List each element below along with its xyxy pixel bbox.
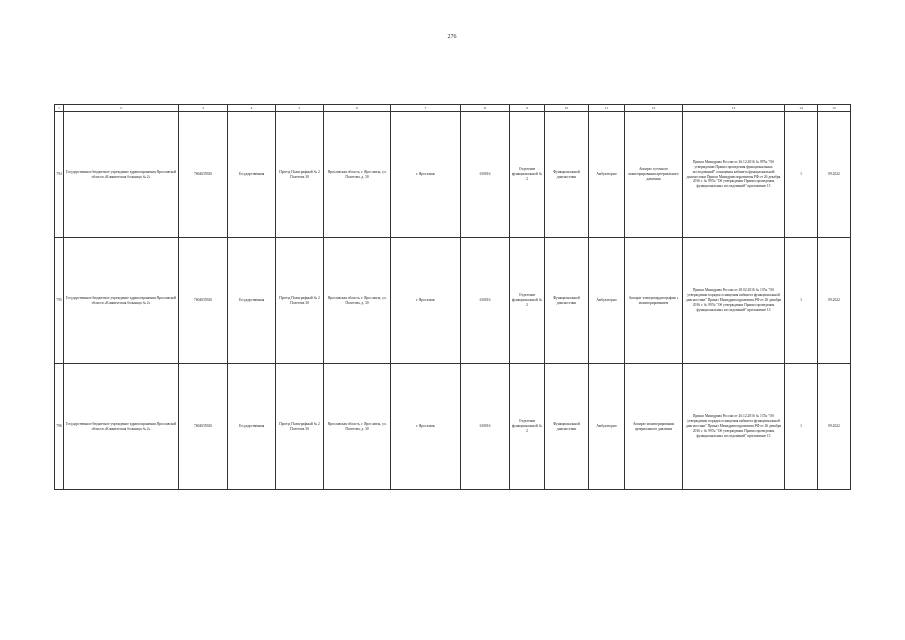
ownership-form: Государственная [228,364,276,490]
city: г. Ярославль [391,364,461,490]
region-address: Ярославская область, г. Ярославль, ул. Полетова, д. 30 [324,238,391,364]
column-number: 3 [179,105,228,112]
table-row [55,112,851,238]
quantity: 1 [785,112,818,238]
postcode: 610016 [461,364,510,490]
department-type: Амбулаторно [589,112,625,238]
department-type: Амбулаторно [589,238,625,364]
department: Отделение функциональной № 2 [510,112,545,238]
specialty: Функциональной диагностики [545,238,589,364]
organization-name: Государственное бюджетное учреждение здравоохранения Ярославской области «Клиническая больница № 2» [64,238,179,364]
column-number: 9 [510,105,545,112]
postcode: 610016 [461,112,510,238]
specialty: Функциональной диагностики [545,364,589,490]
column-number: 7 [391,105,461,112]
postcode: 610016 [461,238,510,364]
column-number-row [55,105,851,112]
equipment-name: Аппарат электрокардиографии с мониторированием [625,238,683,364]
column-number: 15 [818,105,851,112]
column-number: 1 [55,105,64,112]
address-line: Проезд Полиграфный № 2 Полетова 30 [276,364,324,490]
organization-name: Государственное бюджетное учреждение здравоохранения Ярославской области «Клиническая больница № 2» [64,364,179,490]
city: г. Ярославль [391,238,461,364]
column-number: 2 [64,105,179,112]
address-line: Проезд Полиграфный № 2 Полетова 30 [276,238,324,364]
region-address: Ярославская область, г. Ярославль, ул. Полетова, д. 30 [324,112,391,238]
department: Отделение функциональной № 2 [510,238,545,364]
department: Отделение функциональной № 2 [510,364,545,490]
column-number: 14 [785,105,818,112]
row-number: 795 [55,238,64,364]
column-number: 13 [683,105,785,112]
specialty: Функциональной диагностики [545,112,589,238]
inn: 7604035920 [179,238,228,364]
ownership-form: Государственная [228,112,276,238]
region-address: Ярославская область, г. Ярославль, ул. Полетова, д. 30 [324,364,391,490]
ownership-form: Государственная [228,238,276,364]
column-number: 8 [461,105,510,112]
address-line: Проезд Полиграфный № 2 Полетова 30 [276,112,324,238]
city: г. Ярославль [391,112,461,238]
table-row [55,364,851,490]
inn: 7604035920 [179,364,228,490]
column-number: 6 [324,105,391,112]
row-number: 794 [55,112,64,238]
column-number: 11 [589,105,625,112]
column-number: 4 [228,105,276,112]
year: 09.2022 [818,238,851,364]
organization-name: Государственное бюджетное учреждение здравоохранения Ярославской области «Клиническая больница № 2» [64,112,179,238]
year: 09.2022 [818,364,851,490]
equipment-registry-table [54,104,851,490]
year: 09.2022 [818,112,851,238]
column-number: 5 [276,105,324,112]
legal-basis: Приказ Минздрава России от 28.02.2016 № 137н "Об утверждении порядка оснащения кабинета функциональной диагностики" Приказ Минздравсоцразвития РФ от 26 декабря 2016 г. № 997н "Об утверждении Правил проведения функциональных исследований" приложение 13 [683,238,785,364]
column-number: 12 [625,105,683,112]
department-type: Амбулаторно [589,364,625,490]
equipment-name: Аппарат мониторирования артериального давления [625,364,683,490]
page-number: 276 [447,34,457,40]
quantity: 1 [785,364,818,490]
equipment-name: Аппарат суточного мониторирования артериального давления [625,112,683,238]
column-number: 10 [545,105,589,112]
legal-basis: Приказ Минздрава России от 26.12.2016 № 137н "Об утверждении порядка оснащения кабинета функциональной диагностики" Приказ Минздравсоцразвития РФ от 26 декабря 2016 г. № 997н "Об утверждении Правил проведения функциональных исследований" приложение 13 [683,364,785,490]
quantity: 1 [785,238,818,364]
row-number: 796 [55,364,64,490]
legal-basis: Приказ Минздрава России от 26.12.2016 № 997н "Об утверждении Правил проведения функциональных исследований" оснащения кабинета функциональной диагностики Приказ Минздравсоцразвития РФ от 26 декабря 2016 г. № 997н "Об утверждении Правил проведения функциональных исследований" приложение 13 [683,112,785,238]
inn: 7604035920 [179,112,228,238]
table-row [55,238,851,364]
